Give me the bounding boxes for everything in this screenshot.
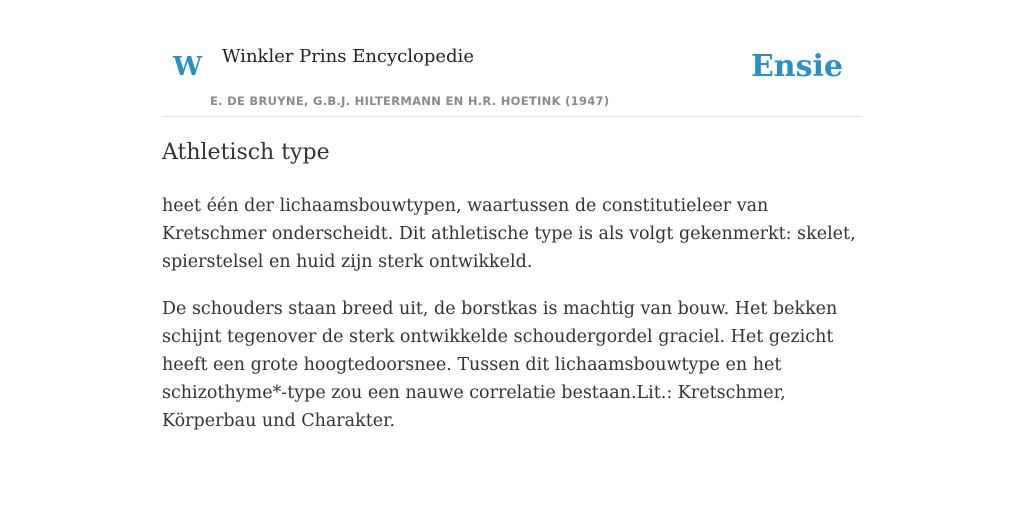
source-header — [162, 0, 862, 117]
article-title: Athletisch type — [162, 140, 330, 165]
article-paragraph: De schouders staan breed uit, de borstkas is machtig van bouw. Het bekken schijnt tegenover de sterk ontwikkelde schoudergordel graciel. Het gezicht heeft een grote hoogtedoorsnee. Tussen dit lichaamsbouwtype en het schizothyme*-type zou een nauwe correlatie bestaan.Lit.: Kretschmer, Körperbau und Charakter. — [162, 299, 838, 431]
article-body — [162, 192, 872, 454]
source-title[interactable]: Winkler Prins Encyclopedie — [222, 46, 474, 67]
ensie-logo[interactable]: Ensie — [750, 49, 843, 84]
page-container — [162, 0, 862, 431]
source-logo[interactable]: W — [173, 52, 203, 82]
article-paragraph: heet één der lichaamsbouwtypen, waartussen de constitutieleer van Kretschmer onderscheidt. Dit athletische type is als volgt gekenmerkt: skelet, spierstelsel en huid zijn sterk ontwikkeld. — [162, 196, 856, 272]
source-authors: E. DE BRUYNE, G.B.J. HILTERMANN EN H.R. HOETINK (1947) — [210, 94, 610, 108]
